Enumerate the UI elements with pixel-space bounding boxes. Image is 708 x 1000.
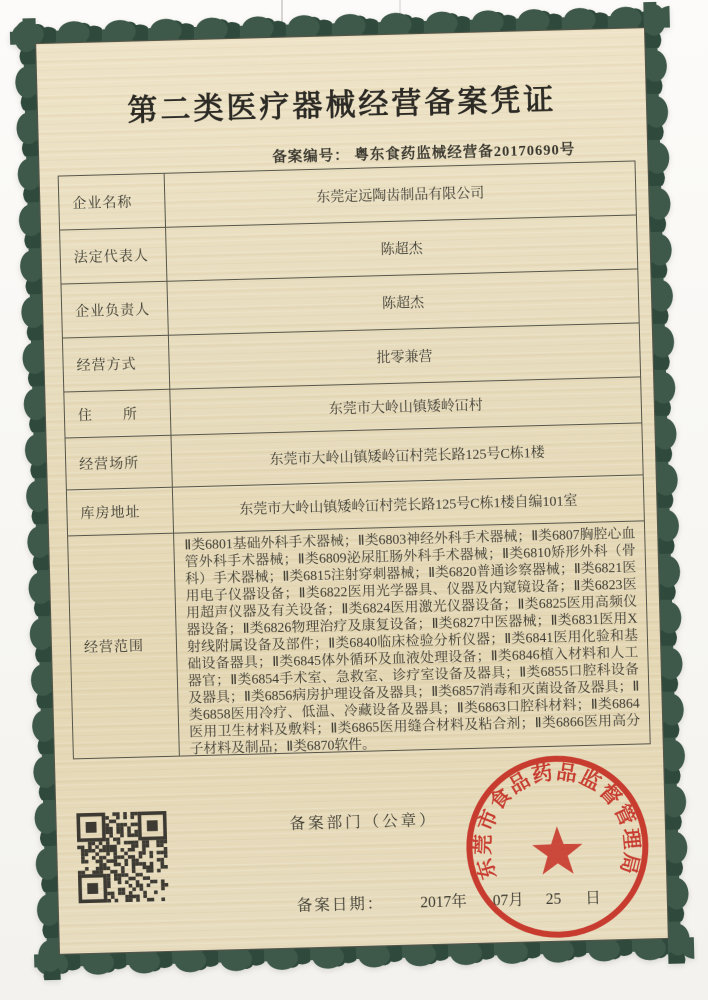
field-value: 东莞市大岭山镇矮岭冚村莞长路125号C栋1楼 [269, 445, 545, 468]
dept-seal-label: 备案部门（公章） [289, 811, 438, 833]
filing-date-label: 备案日期： [296, 895, 385, 915]
certificate-body [35, 27, 669, 955]
filing-date-day-suffix: 日 [585, 889, 602, 908]
stamp-text: 东莞市食品药品监督管理局 [472, 761, 643, 882]
qr-code [76, 811, 168, 903]
record-number-value: 粤东食药监械经营备20170690号 [354, 142, 576, 164]
field-value: 陈超杰 [380, 241, 423, 258]
info-table [58, 160, 651, 759]
stamp-star-icon [532, 826, 584, 875]
filing-date-month: 07月 [492, 891, 525, 910]
field-label: 经营场所 [66, 436, 173, 490]
certificate-title: 第二类医疗器械经营备案凭证 [127, 83, 557, 128]
field-label: 企业名称 [59, 174, 166, 230]
scope-text: Ⅱ类6801基础外科手术器械；Ⅱ类6803神经外科手术器械；Ⅱ类6807胸腔心血管外科手术器械；Ⅱ类6809泌尿肛肠外科手术器械；Ⅱ类6810矫形外科（骨科）手术器械；Ⅱ类6815注射穿刺器械；Ⅱ类6820普通诊察器械；Ⅱ类6821医用电子仪器设备；Ⅱ类6822医用光学器具、仪器及内窥镜设备；Ⅱ类6823医用超声仪器及有关设备；Ⅱ类6824医用激光仪器设备；Ⅱ类6825医用高频仪器设备；Ⅱ类6826物理治疗及康复设备；Ⅱ类6827中医器械；Ⅱ类6831医用X射线附属设备及部件；Ⅱ类6840临床检验分析仪器；Ⅱ类6841医用化验和基础设备器具；Ⅱ类6845体外循环及血液处理设备；Ⅱ类6846植入材料和人工器官；Ⅱ类6854手术室、急救室、诊疗室设备及器具；Ⅱ类6855口腔科设备及器具；Ⅱ类6856病房护理设备及器具；Ⅱ类6857消毒和灭菌设备及器具；Ⅱ类6858医用冷疗、低温、冷藏设备及器具；Ⅱ类6863口腔科材料；Ⅱ类6864医用卫生材料及敷料；Ⅱ类6865医用缝合材料及粘合剂；Ⅱ类6866医用高分子材料及制品；Ⅱ类6870软件。 [184, 525, 641, 757]
field-label: 企业负责人 [61, 282, 168, 338]
field-label: 法定代表人 [60, 228, 167, 284]
scope-cell [174, 521, 650, 755]
scope-row [68, 521, 650, 758]
field-value: 批零兼营 [376, 349, 433, 366]
record-number-label: 备案编号： [272, 147, 350, 166]
field-label: 经营方式 [63, 336, 170, 392]
certificate [10, 2, 695, 981]
official-stamp [453, 742, 662, 951]
field-value: 东莞市大岭山镇矮岭冚村莞长路125号C栋1楼自编101室 [239, 493, 578, 518]
filing-date-day: 25 [545, 890, 562, 909]
field-value: 东莞定远陶齿制品有限公司 [316, 185, 485, 206]
scope-label: 经营范围 [68, 534, 180, 759]
field-value: 陈超杰 [381, 295, 425, 312]
field-label: 住 所 [64, 390, 171, 438]
field-value: 东莞市大岭山镇矮岭冚村 [328, 398, 484, 418]
filing-date-year: 2017年 [420, 893, 468, 912]
field-label: 库房地址 [67, 488, 174, 536]
